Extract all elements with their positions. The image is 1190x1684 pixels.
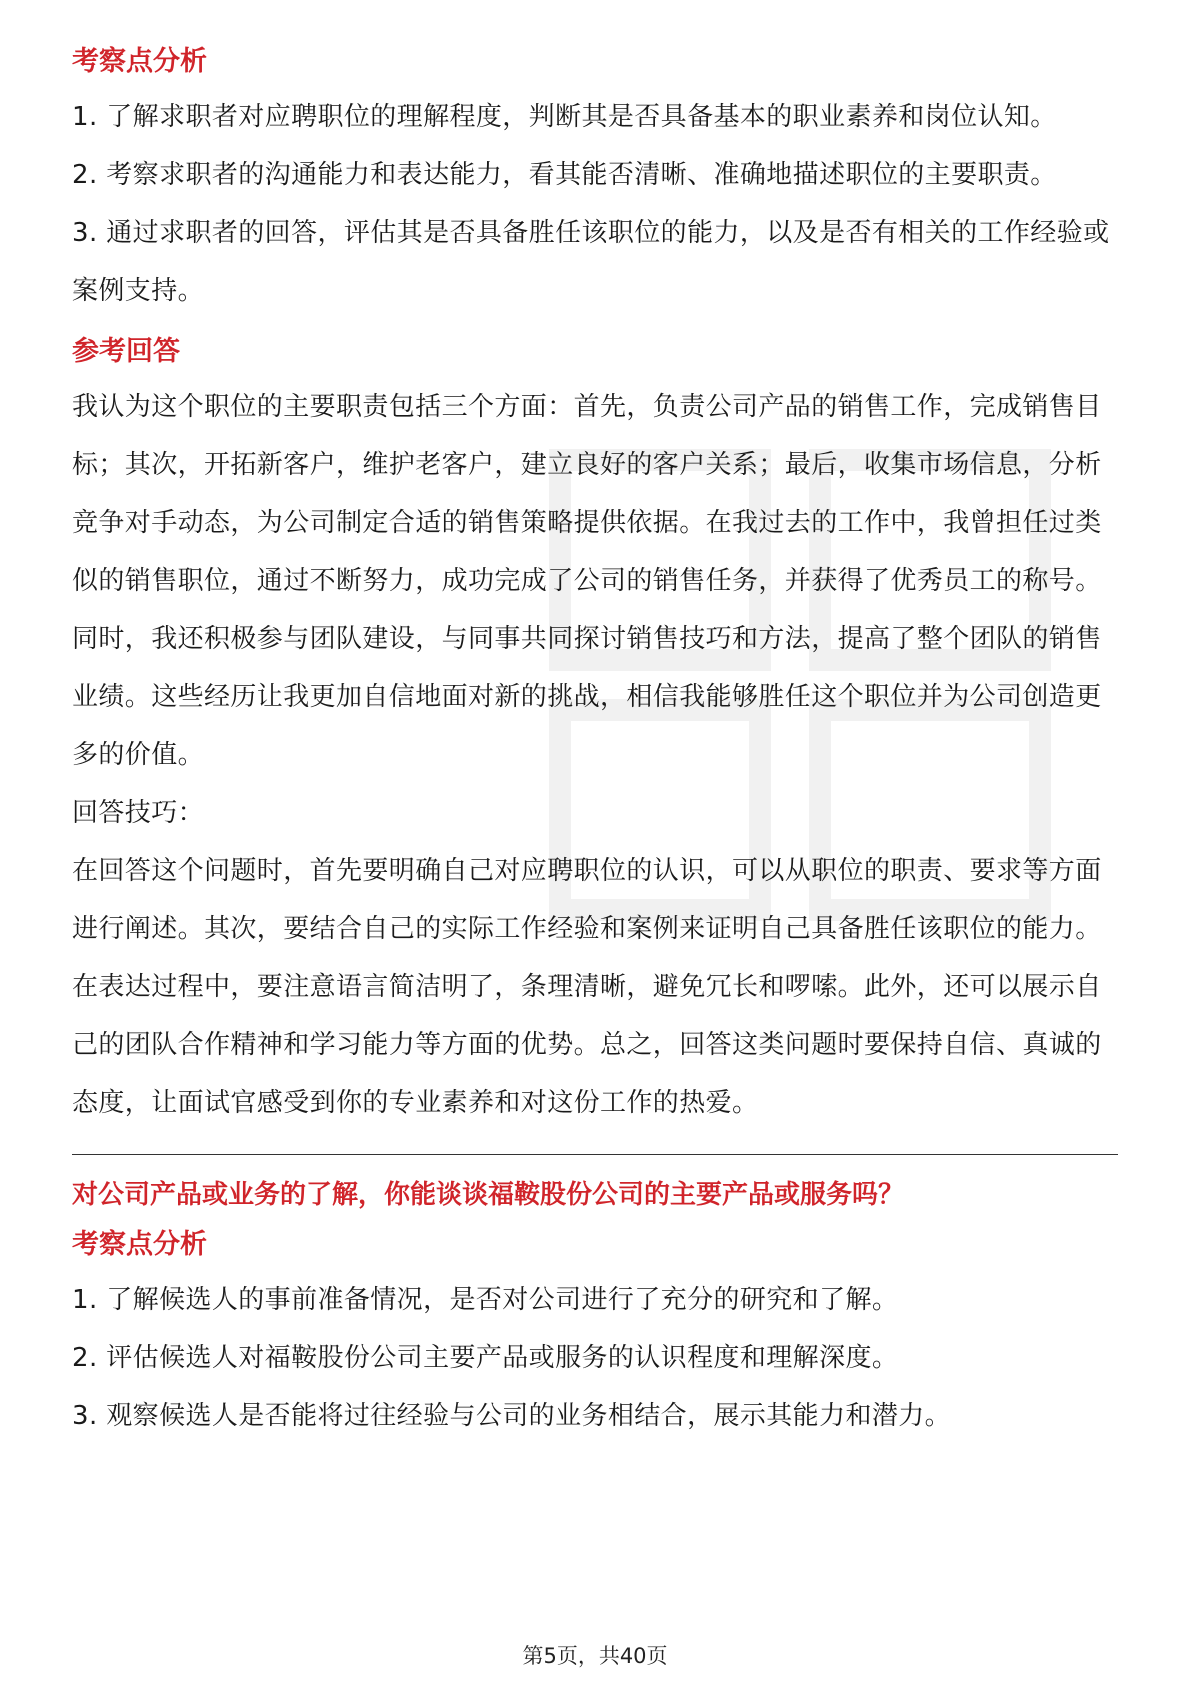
reference-answer-text: 我认为这个职位的主要职责包括三个方面：首先，负责公司产品的销售工作，完成销售目标；其次，开拓新客户，维护老客户，建立良好的客户关系；最后，收集市场信息，分析竞争对手动态，为公司制定合适的销售策略提供依据。在我过去的工作中，我曾担任过类似的销售职位，通过不断努力，成功完成了公司的销售任务，并获得了优秀员工的称号。同时，我还积极参与团队建设，与同事共同探讨销售技巧和方法，提高了整个团队的销售业绩。这些经历让我更加自信地面对新的挑战，相信我能够胜任这个职位并为公司创造更多的价值。	[72, 392, 1102, 770]
section-heading-reference-answer: 参考回答	[72, 336, 180, 367]
analysis-item-2: 2. 考察求职者的沟通能力和表达能力，看其能否清晰、准确地描述职位的主要职责。	[72, 160, 1057, 190]
section-divider	[72, 1154, 1118, 1155]
answer-tips-label: 回答技巧：	[72, 798, 205, 828]
question2-heading-analysis: 考察点分析	[72, 1229, 207, 1260]
question2-item-1: 1. 了解候选人的事前准备情况，是否对公司进行了充分的研究和了解。	[72, 1285, 899, 1315]
analysis-item-3: 3. 通过求职者的回答，评估其是否具备胜任该职位的能力，以及是否有相关的工作经验或案例支持。	[72, 218, 1110, 306]
section-heading-analysis: 考察点分析	[72, 46, 207, 77]
question2-item-3: 3. 观察候选人是否能将过往经验与公司的业务相结合，展示其能力和潜力。	[72, 1401, 952, 1431]
analysis-item-1: 1. 了解求职者对应聘职位的理解程度，判断其是否具备基本的职业素养和岗位认知。	[72, 102, 1057, 132]
answer-tips-text: 在回答这个问题时，首先要明确自己对应聘职位的认识，可以从职位的职责、要求等方面进行阐述。其次，要结合自己的实际工作经验和案例来证明自己具备胜任该职位的能力。在表达过程中，要注意语言简洁明了，条理清晰，避免冗长和啰嗦。此外，还可以展示自己的团队合作精神和学习能力等方面的优势。总之，回答这类问题时要保持自信、真诚的态度，让面试官感受到你的专业素养和对这份工作的热爱。	[72, 856, 1102, 1118]
page-content	[72, 44, 1118, 1445]
question-title: 对公司产品或业务的了解，你能谈谈福鞍股份公司的主要产品或服务吗？	[72, 1180, 905, 1210]
question2-item-2: 2. 评估候选人对福鞍股份公司主要产品或服务的认识程度和理解深度。	[72, 1343, 899, 1373]
page-number: 第5页，共40页	[522, 1644, 668, 1668]
